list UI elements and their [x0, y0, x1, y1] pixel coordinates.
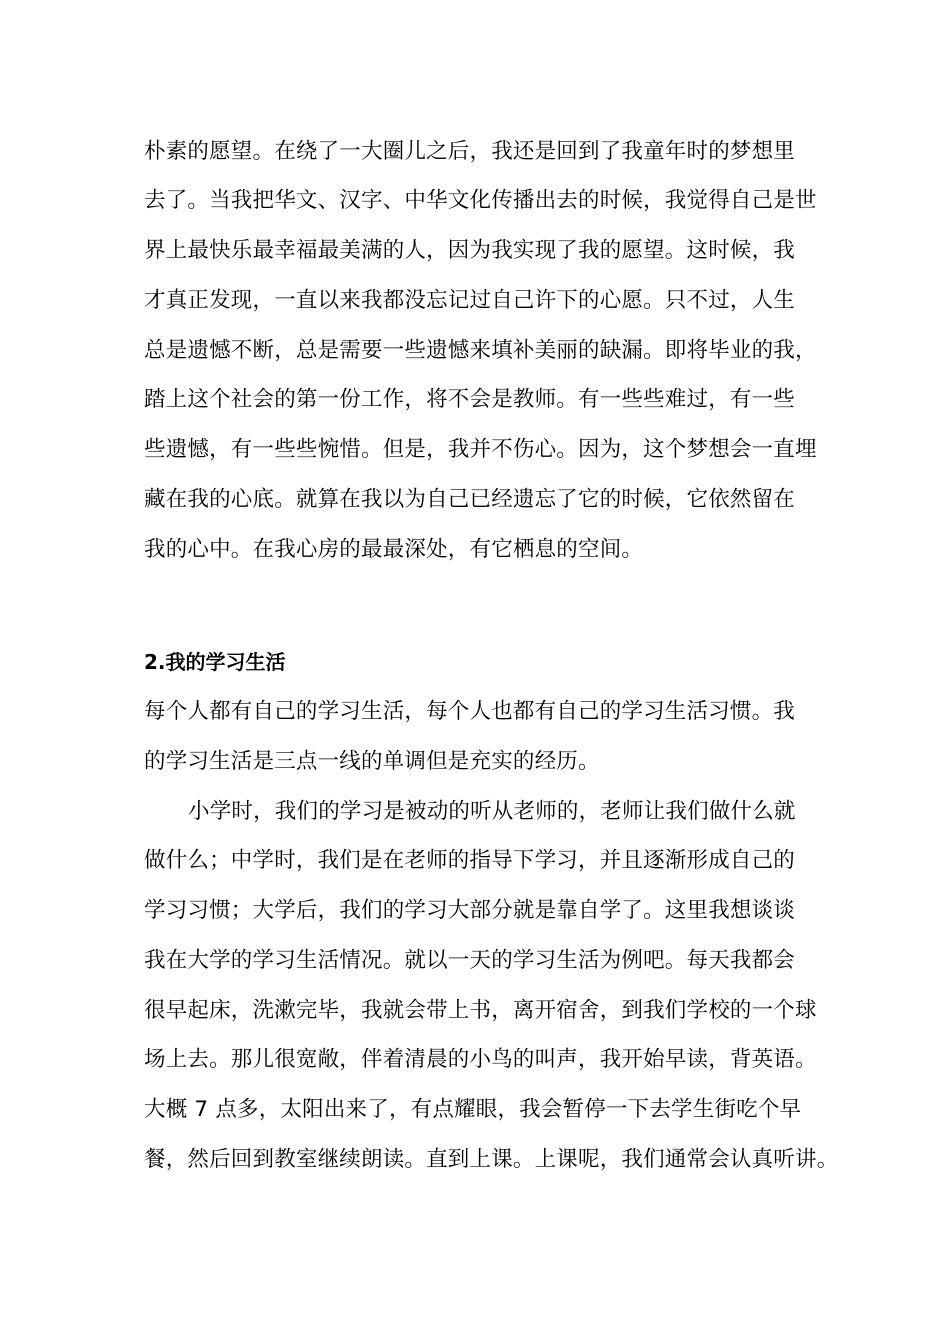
paragraph-line: 我的心中。在我心房的最最深处，有它栖息的空间。	[144, 537, 644, 562]
paragraph-line: 我在大学的学习生活情况。就以一天的学习生活为例吧。每天我都会	[144, 948, 796, 973]
paragraph-line: 些遗憾，有一些些惋惜。但是，我并不伤心。因为，这个梦想会一直埋	[144, 437, 817, 462]
paragraph-line: 朴素的愿望。在绕了一大圈儿之后，我还是回到了我童年时的梦想里	[144, 139, 796, 164]
paragraph-line: 大概 7 点多，太阳出来了，有点耀眼，我会暂停一下去学生街吃个早	[144, 1097, 802, 1122]
paragraph-line: 总是遗憾不断，总是需要一些遗憾来填补美丽的缺漏。即将毕业的我，	[144, 338, 817, 363]
paragraph-line: 去了。当我把华文、汉字、中华文化传播出去的时候，我觉得自己是世	[144, 188, 817, 213]
section-heading: 2.我的学习生活	[144, 650, 286, 674]
paragraph-line: 学习习惯；大学后，我们的学习大部分就是靠自学了。这里我想谈谈	[144, 898, 796, 923]
paragraph-line: 场上去。那儿很宽敞，伴着清晨的小鸟的叫声，我开始早读，背英语。	[144, 1047, 817, 1072]
paragraph-line: 藏在我的心底。就算在我以为自己已经遗忘了它的时候，它依然留在	[144, 487, 796, 512]
paragraph-line: 才真正发现，一直以来我都没忘记过自己许下的心愿。只不过，人生	[144, 288, 796, 313]
paragraph-line: 踏上这个社会的第一份工作，将不会是教师。有一些些难过，有一些	[144, 387, 796, 412]
paragraph-line: 做什么；中学时，我们是在老师的指导下学习，并且逐渐形成自己的	[144, 848, 796, 873]
paragraph-line: 很早起床，洗漱完毕，我就会带上书，离开宿舍，到我们学校的一个球	[144, 998, 817, 1023]
paragraph-line: 小学时，我们的学习是被动的听从老师的，老师让我们做什么就	[188, 799, 796, 824]
paragraph-line: 每个人都有自己的学习生活，每个人也都有自己的学习生活习惯。我	[144, 699, 796, 724]
paragraph-line: 餐，然后回到教室继续朗读。直到上课。上课呢，我们通常会认真听讲。	[144, 1147, 839, 1172]
paragraph-line: 的学习生活是三点一线的单调但是充实的经历。	[144, 749, 600, 774]
paragraph-line: 界上最快乐最幸福最美满的人，因为我实现了我的愿望。这时候，我	[144, 238, 796, 263]
